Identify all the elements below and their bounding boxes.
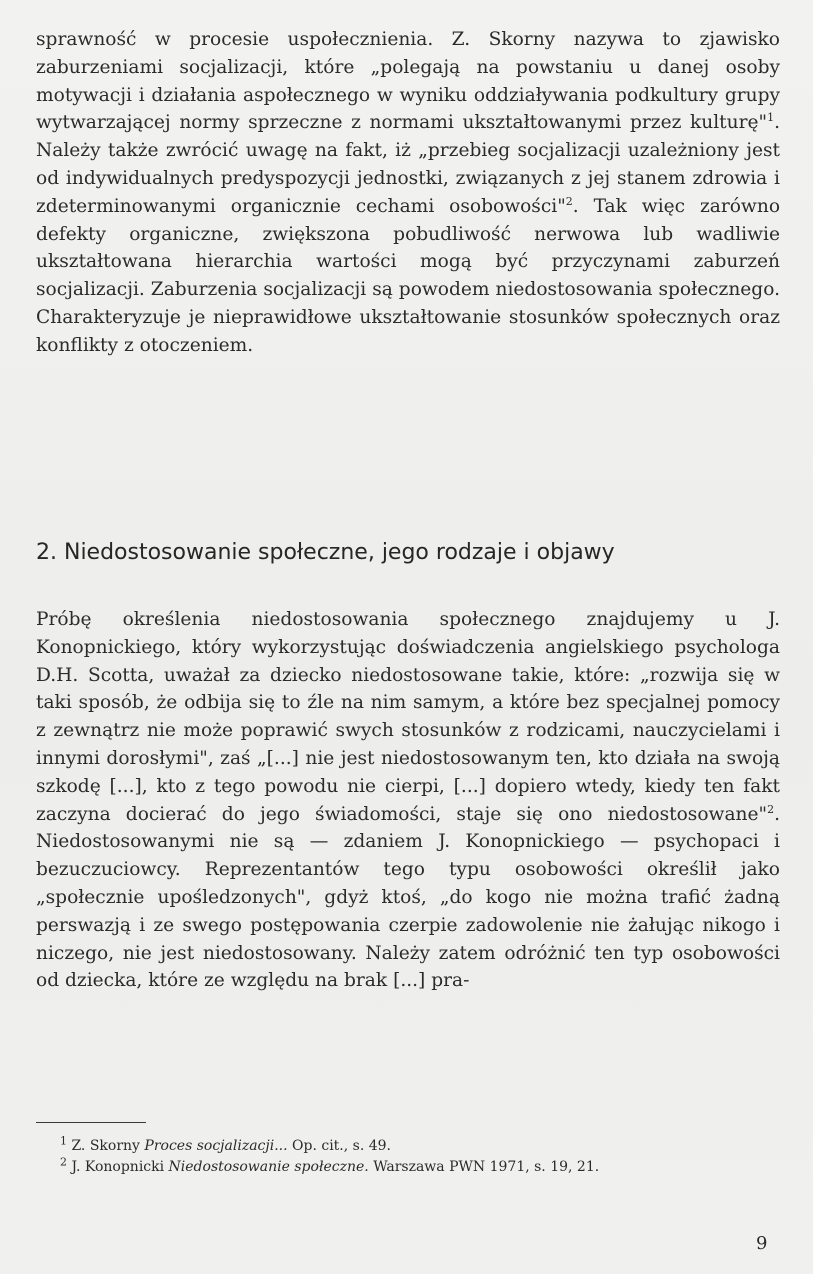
footnote-2: [60, 1157, 780, 1178]
footnote-author: Z. Skorny: [71, 1138, 140, 1154]
paragraph-2-text-b: . Niedostosowanymi nie są — zdaniem J. Konopnickiego — psychopaci i bezuczuciowcy. Reprezentantów tego typu osobowości określił jako „społecznie upośledzonych", gdyż ktoś, „do kogo nie można trafić żadną perswazją i ze swego postępowania czerpie zadowolenie nie żałując nikogo i niczego, nie jest niedostosowany. Należy zatem odróżnić ten typ osobowości od dziecka, które ze względu na brak [...] pra-: [36, 803, 780, 992]
footnote-ref-3: 2: [767, 802, 775, 816]
footnote-1: [60, 1136, 780, 1157]
paragraph-1-text-c: . Tak więc zarówno defekty organiczne, zwiększona pobudliwość nerwowa lub wadliwie ukształtowana hierarchia wartości mogą być przyczynami zaburzeń socjalizacji. Zaburzenia socjalizacji są powodem niedostosowania społecznego. Charakteryzuje je nieprawidłowe ukształtowanie stosunków społecznych oraz konflikty z otoczeniem.: [36, 195, 781, 356]
footnote-title: Proces socjalizacji...: [144, 1138, 288, 1154]
footnote-divider: [36, 1122, 146, 1123]
footnote-ref-1: 1: [767, 111, 775, 125]
footnote-author: J. Konopnicki: [71, 1159, 165, 1175]
footnote-source: Op. cit., s. 49.: [292, 1138, 391, 1154]
footnote-marker: 2: [60, 1155, 67, 1169]
body-paragraph-2: [36, 606, 780, 995]
paragraph-1-text-b: . Należy także zwrócić uwagę na fakt, iż „przebieg socjalizacji uzależniony jest od indywidualnych predyspozycji jednostki, związanych z jej stanem zdrowia i zdeterminowanymi organicznie cechami osobowości": [36, 112, 780, 217]
paragraph-1-text-a: sprawność w procesie uspołecznienia. Z. Skorny nazywa to zjawisko zaburzeniami socjalizacji, które „polegają na powstaniu u danej osoby motywacji i działania aspołecznego w wyniku oddziaływania podkultury grupy wytwarzającej normy sprzeczne z normami ukształtowanymi przez kulturę": [36, 29, 780, 134]
section-heading: 2. Niedostosowanie społeczne, jego rodzaje i objawy: [36, 540, 615, 565]
footnote-source: Warszawa PWN 1971, s. 19, 21.: [373, 1159, 600, 1175]
footnotes: [60, 1136, 780, 1178]
page-number: 9: [756, 1233, 768, 1254]
footnote-marker: 1: [60, 1134, 67, 1148]
footnote-title: Niedostosowanie społeczne.: [168, 1159, 369, 1175]
footnote-ref-2: 2: [565, 194, 573, 208]
body-paragraph-1: [36, 26, 780, 360]
paragraph-2-text-a: Próbę określenia niedostosowania społecznego znajdujemy u J. Konopnickiego, który wykorzystując doświadczenia angielskiego psychologa D.H. Scotta, uważał za dziecko niedostosowane takie, które: „rozwija się w taki sposób, że odbija się to źle na nim samym, a które bez specjalnej pomocy z zewnątrz nie może poprawić swych stosunków z rodzicami, nauczycielami i innymi dorosłymi", zaś „[...] nie jest niedostosowanym ten, kto działa na swoją szkodę [...], kto z tego powodu nie cierpi, [...] dopiero wtedy, kiedy ten fakt zaczyna docierać do jego świadomości, staje się ono niedostosowane": [36, 609, 780, 825]
